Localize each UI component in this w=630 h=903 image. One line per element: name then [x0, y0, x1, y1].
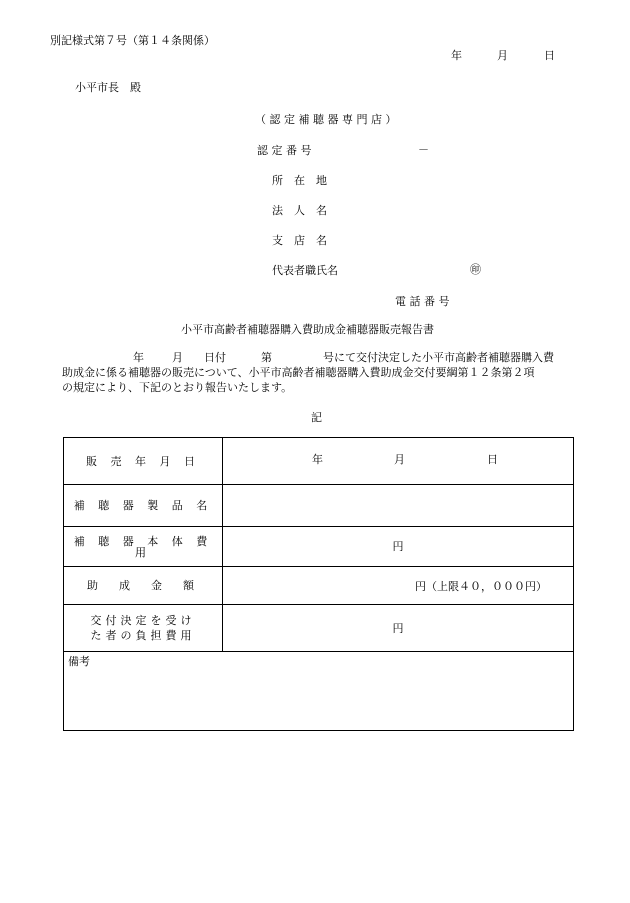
device-cost-value-cell[interactable] [223, 527, 574, 567]
body-day: 日付 [204, 351, 226, 364]
product-name-label-cell [64, 485, 223, 527]
form-number: 別記様式第７号（第１４条関係） [50, 34, 215, 47]
branch-label: 支 店 名 [272, 234, 327, 247]
sale-date-month: 月 [394, 453, 405, 466]
burden-cost-value-cell[interactable] [223, 605, 574, 652]
body-line2: 助成金に係る補聴器の販売について、小平市高齢者補聴器購入費助成金交付要綱第１２条第２項 [62, 366, 535, 379]
table-row [64, 652, 574, 731]
body-month: 月 [172, 351, 183, 364]
cert-number-label: 認 定 番 号 [257, 144, 312, 157]
device-cost-label-cell [64, 527, 223, 567]
subsidy-amount-value-cell[interactable] [223, 567, 574, 605]
body-year: 年 [133, 351, 144, 364]
sale-date-year: 年 [312, 453, 323, 466]
phone-label: 電 話 番 号 [395, 295, 450, 308]
sale-date-label: 販 売 年 月 日 [86, 454, 200, 468]
sale-date-value-cell[interactable] [223, 438, 574, 485]
device-cost-unit: 円 [392, 540, 404, 553]
subsidy-amount-label-cell [64, 567, 223, 605]
sale-date-label-cell [64, 438, 223, 485]
product-name-value-cell[interactable] [223, 485, 574, 527]
remarks-label: 備考 [68, 655, 90, 668]
remarks-cell[interactable] [64, 652, 574, 731]
store-type: （ 認 定 補 聴 器 専 門 店 ） [255, 113, 397, 126]
device-cost-label: 補 聴 器 本 体 費 用 [73, 534, 213, 559]
table-row [64, 485, 574, 527]
body-line1-rest: 号にて交付決定した小平市高齢者補聴器購入費 [323, 351, 554, 364]
representative-label: 代表者職氏名 [272, 264, 338, 277]
burden-cost-label-cell [64, 605, 223, 652]
subsidy-amount-unit: 円（上限４０，０００円） [415, 580, 547, 593]
seal-mark: ㊞ [470, 263, 481, 276]
burden-cost-label-line1: 交付決定を受け [90, 614, 196, 627]
burden-cost-label-line2: た者の負担費用 [90, 629, 196, 642]
body-dai: 第 [261, 351, 272, 364]
body-line3: の規定により、下記のとおり報告いたします。 [62, 381, 293, 394]
address-label: 所 在 地 [272, 174, 327, 187]
table-row [64, 438, 574, 485]
cert-number-dash: － [418, 143, 429, 156]
burden-cost-unit: 円 [392, 621, 404, 635]
corp-name-label: 法 人 名 [272, 204, 327, 217]
document-title: 小平市高齢者補聴器購入費助成金補聴器販売報告書 [181, 323, 434, 336]
date-year-label: 年 [451, 49, 462, 62]
table-row [64, 527, 574, 567]
date-month-label: 月 [497, 49, 508, 62]
sale-date-day: 日 [487, 453, 498, 466]
table-row [64, 567, 574, 605]
date-day-label: 日 [544, 49, 555, 62]
report-table [63, 437, 574, 731]
subsidy-amount-label: 助 成 金 額 [87, 579, 199, 592]
table-row [64, 605, 574, 652]
product-name-label: 補 聴 器 製 品 名 [73, 499, 213, 512]
addressee: 小平市長 殿 [75, 81, 141, 94]
ki-label: 記 [311, 411, 322, 424]
